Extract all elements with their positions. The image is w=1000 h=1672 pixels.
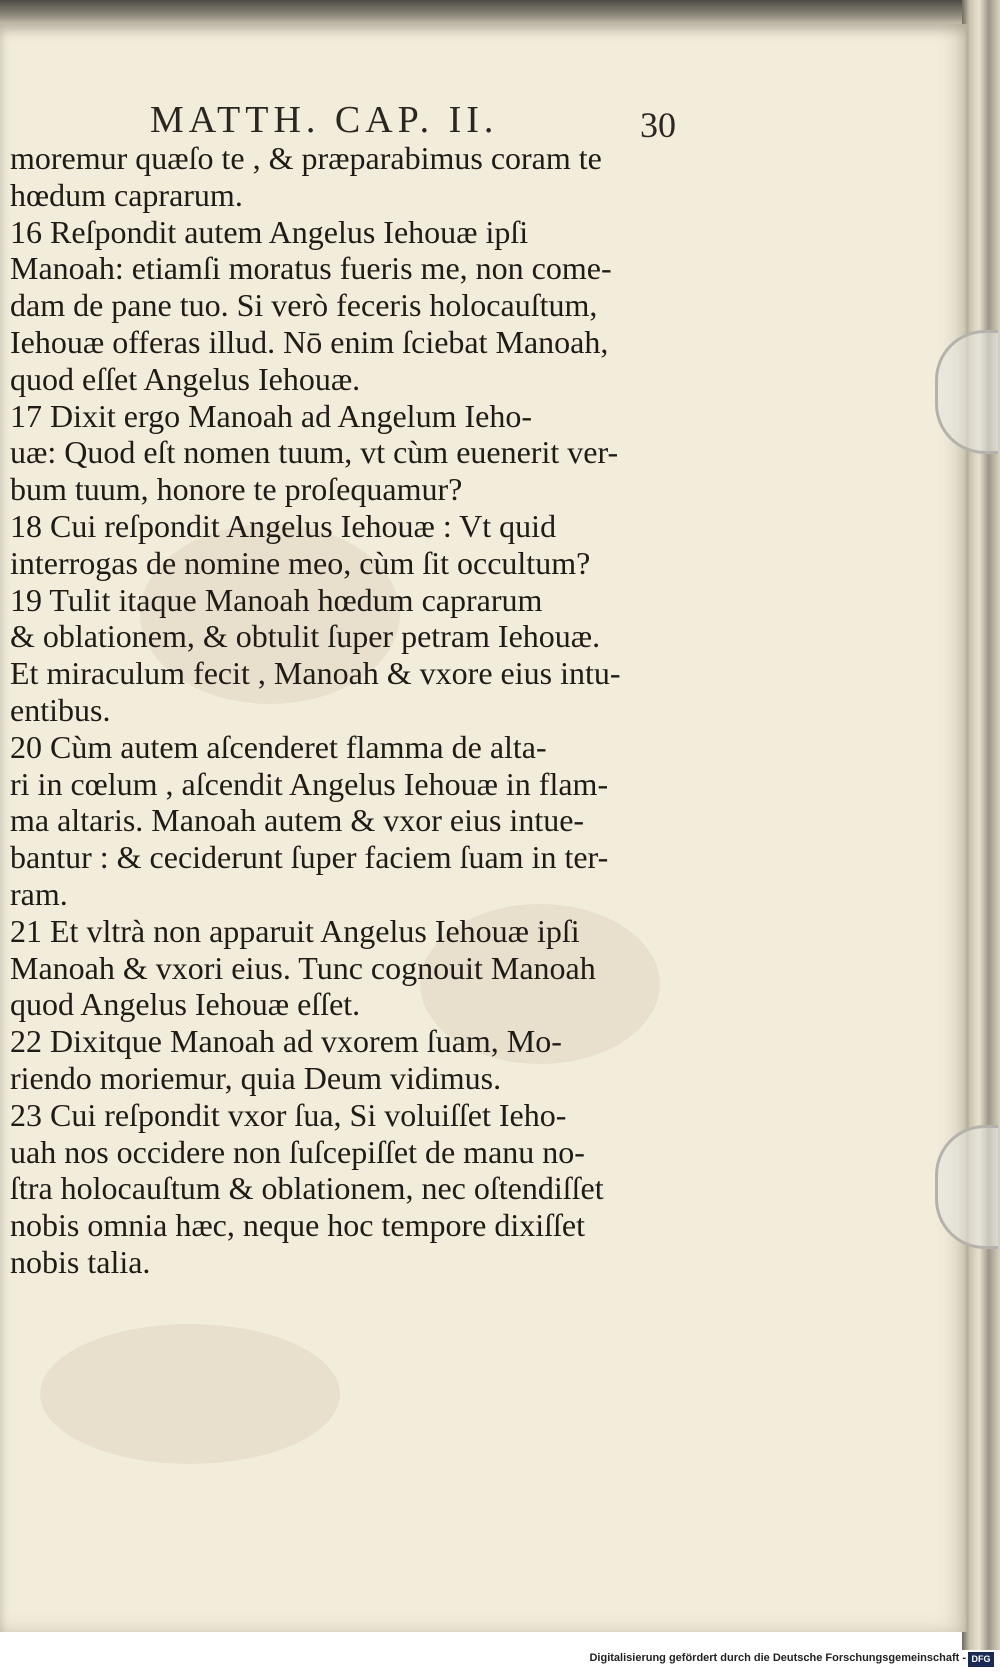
- text-line: hœdum caprarum.: [10, 176, 243, 213]
- text-line: uah nos occidere non ſuſcepiſſet de manu no-: [10, 1133, 585, 1170]
- verse-18: 18 Cui reſpondit Angelus Iehouæ : Vt quid: [10, 507, 557, 544]
- verse-17: 17 Dixit ergo Manoah ad Angelum Ieho-: [10, 397, 532, 434]
- text-line: dam de pane tuo. Si verò feceris holocauſtum,: [10, 287, 598, 324]
- text-line: bantur : & ceciderunt ſuper faciem ſuam in ter-: [10, 839, 609, 876]
- text-line: Et miraculum fecit , Manoah & vxore eius intu-: [10, 655, 621, 692]
- paper-stain: [40, 1324, 340, 1464]
- text-line: quod Angelus Iehouæ eſſet.: [10, 986, 361, 1023]
- body-text: [10, 140, 690, 1281]
- dfg-logo: DFG: [968, 1652, 994, 1667]
- text-line: entibus.: [10, 691, 111, 728]
- text-line: nobis talia.: [10, 1243, 151, 1280]
- verse-20: 20 Cùm autem aſcenderet flamma de alta-: [10, 728, 547, 765]
- verse-23: 23 Cui reſpondit vxor ſua, Si voluiſſet Ieho-: [10, 1096, 567, 1133]
- text-line: Iehouæ offeras illud. Nō enim ſciebat Manoah,: [10, 323, 609, 360]
- text-line: riendo moriemur, quia Deum vidimus.: [10, 1059, 502, 1096]
- text-line: ſtra holocauſtum & oblationem, nec oſtendiſſet: [10, 1170, 604, 1207]
- text-line: bum tuum, honore te proſequamur?: [10, 471, 463, 508]
- verse-21: 21 Et vltrà non apparuit Angelus Iehouæ ipſi: [10, 912, 580, 949]
- verse-16: 16 Reſpondit autem Angelus Iehouæ ipſi: [10, 213, 529, 250]
- text-line: Manoah & vxori eius. Tunc cognouit Manoah: [10, 949, 596, 986]
- text-line: moremur quæſo te , & præparabimus coram te: [10, 140, 602, 176]
- text-line: nobis omnia hæc, neque hoc tempore dixiſſet: [10, 1207, 585, 1244]
- text-line: ma altaris. Manoah autem & vxor eius intue-: [10, 802, 585, 839]
- text-line: & oblationem, & obtulit ſuper petram Iehouæ.: [10, 618, 601, 655]
- running-head: MATTH. CAP. II.: [150, 99, 499, 141]
- page-number: 30: [640, 105, 676, 145]
- funding-credit: Digitalisierung gefördert durch die Deutsche Forschungsgemeinschaft -: [589, 1652, 966, 1664]
- text-line: ram.: [10, 875, 68, 912]
- text-line: interrogas de nomine meo, cùm ſit occultum?: [10, 544, 591, 581]
- verse-22: 22 Dixitque Manoah ad vxorem ſuam, Mo-: [10, 1023, 562, 1060]
- text-line: uæ: Quod eſt nomen tuum, vt cùm euenerit ver-: [10, 434, 619, 471]
- text-line: Manoah: etiamſi moratus fueris me, non come-: [10, 250, 612, 287]
- text-line: quod eſſet Angelus Iehouæ.: [10, 360, 361, 397]
- verse-19: 19 Tulit itaque Manoah hœdum caprarum: [10, 581, 543, 618]
- text-line: ri in cœlum , aſcendit Angelus Iehouæ in flam-: [10, 765, 609, 802]
